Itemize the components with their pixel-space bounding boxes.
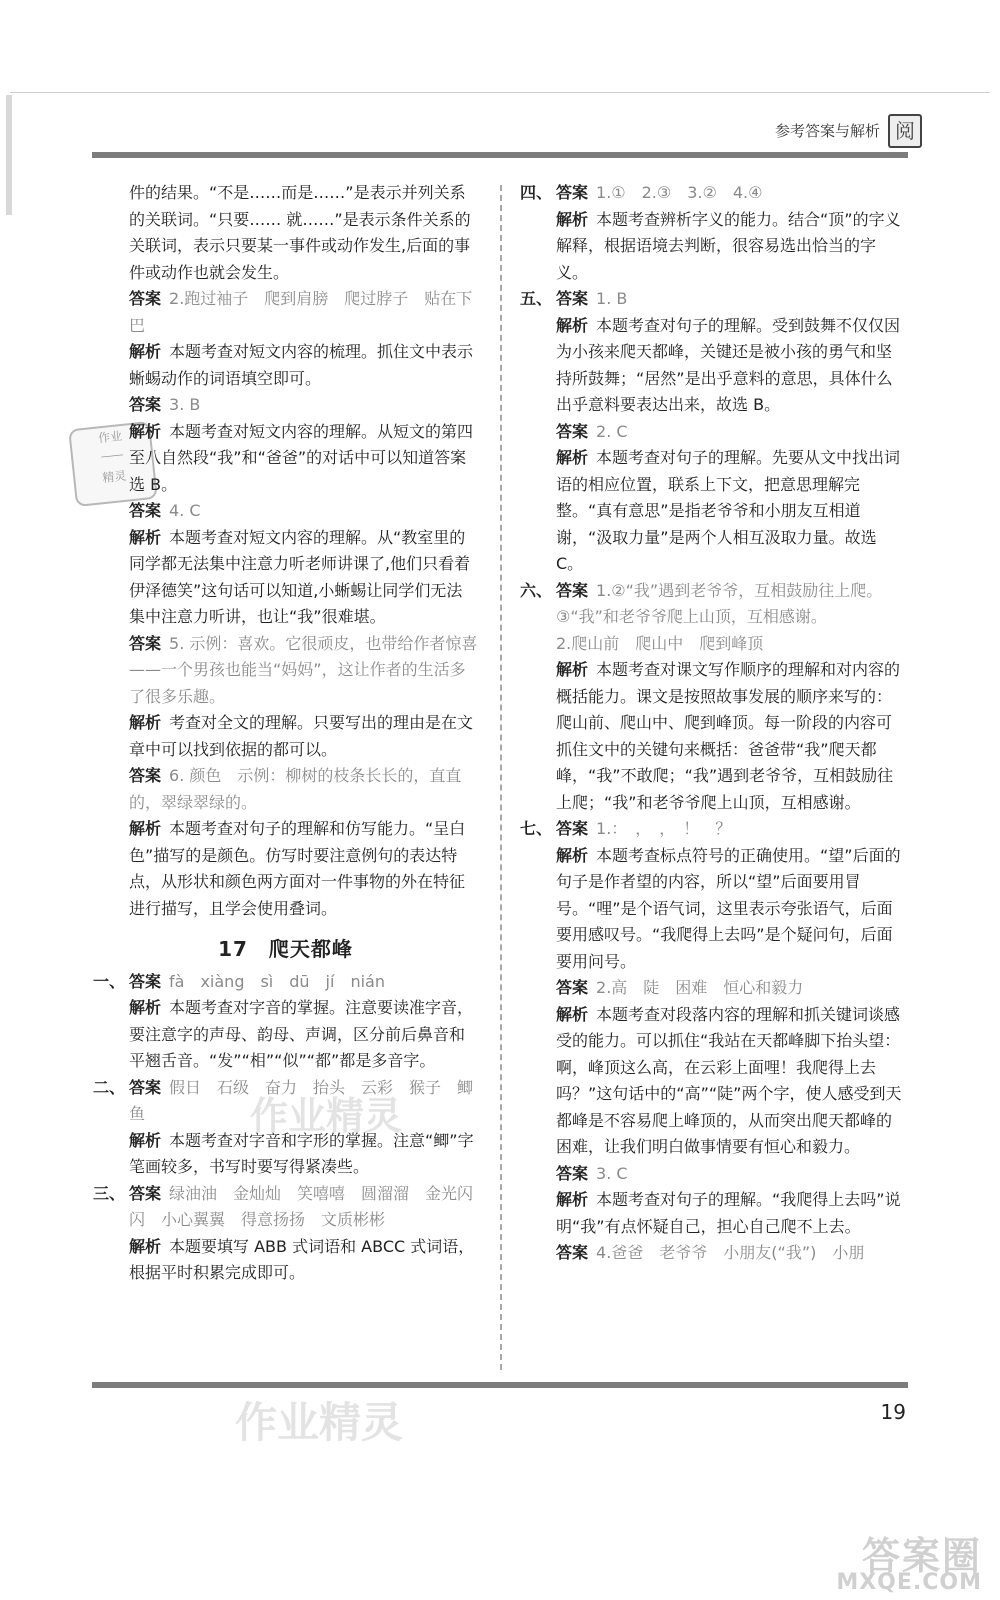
question-5-answer [520,286,905,313]
analysis-label: 解析 [129,421,162,441]
answer-line [520,419,905,446]
answer-continuation: 2.爬山前 爬山中 爬到峰顶 [556,633,764,653]
answer-text: 1.②“我”遇到老爷爷，互相鼓励往上爬。 [596,580,883,600]
question-7-answer [520,816,905,843]
analysis-text: 本题考查标点符号的正确使用。“望”后面的句子是作者望的内容，所以“望”后面要用冒号。“哩”是个语气词，这里表示夸张语气，后面要用感叹号。“我爬得上去吗”是个疑问句，后面要用问号。 [556,845,901,971]
analysis-label: 解析 [556,448,589,467]
answer-line [93,631,478,711]
answer-label: 答案 [556,1243,589,1262]
analysis-text: 考查对全文的理解。只要写出的理由是在文章中可以找到依据的都可以。 [129,713,474,759]
analysis-text: 本题考查对字音的掌握。注意要读准字音，要注意字的声母、韵母、声调，区分前后鼻音和平翘舌音。“发”“相”“似”“都”都是多音字。 [129,998,474,1070]
answer-label: 答案 [129,1183,162,1203]
answer-label: 答案 [129,395,162,414]
analysis-label: 解析 [129,998,162,1017]
analysis-label: 解析 [129,1236,162,1256]
analysis-text: 本题考查对字音和字形的掌握。注意“鲫”字笔画较多，书写时要写得紧凑些。 [129,1130,474,1176]
header-logo-icon: 阅 [888,114,922,148]
answer-line [93,763,478,816]
answer-label: 答案 [556,819,589,838]
answer-text: 1. B [596,289,628,308]
analysis-text: 本题考查对句子的理解。受到鼓舞不仅仅因为小孩来爬天都峰，关键还是被小孩的勇气和坚持所鼓舞；“居然”是出乎意料的意思，具体什么出乎意料要表达出来，故选 B。 [556,315,901,414]
brand-logo: 答案圈 [861,1534,982,1578]
analysis-line [520,1187,905,1240]
answer-label: 答案 [556,1163,589,1183]
question-number: 二、 [93,1077,126,1097]
analysis-label: 解析 [556,1004,589,1024]
answer-text: 4.爸爸 老爷爷 小朋友(“我”) 小朋 [596,1243,865,1262]
analysis-label: 解析 [556,845,589,865]
question-number: 五、 [520,289,553,308]
scan-edge-shadow [6,95,12,215]
answer-text: 4. C [169,501,201,520]
page-number: 19 [880,1400,906,1424]
analysis-line [93,816,478,922]
answer-text: 6. 颜色 示例：柳树的枝条长长的，直直的，翠绿翠绿的。 [129,766,462,812]
answer-text: 1.① 2.③ 3.② 4.④ [596,183,763,202]
answer-text: 2.跑过袖子 爬到肩膀 爬过脖子 贴在下巴 [129,289,473,335]
answer-line [520,975,905,1002]
stamp-watermark: 作业 ──── 精灵 [68,421,158,507]
analysis-text: 本题考查对段落内容的理解和抓关键词谈感受的能力。可以抓住“我站在天都峰脚下抬头望：啊，峰顶这么高，在云彩上面哩！我爬得上去吗？”这句话中的“高”“陡”两个字，使人感受到天都峰是不容易爬上峰顶的，从而突出爬天都峰的困难，让我们明白做事情要有恒心和毅力。 [556,1004,902,1156]
answer-text: 假日 石级 奋力 抬头 云彩 猴子 鲫鱼 [129,1077,474,1123]
analysis-text: 本题考查对句子的理解。先要从文中找出词语的相应位置，联系上下文，把意思理解完整。“真有意思”是指老爷爷和小朋友互相道谢，“汲取力量”是两个人相互汲取力量。故选 C。 [556,448,901,573]
analysis-label: 解析 [129,527,162,547]
answer-text: 1.： ， ， ！ ？ [596,819,732,838]
analysis-text: 本题考查对句子的理解。“我爬得上去吗”说明“我”有点怀疑自己，担心自己爬不上去。 [556,1190,901,1236]
analysis-text: 本题考查对课文写作顺序的理解和对内容的概括能力。课文是按照故事发展的顺序来写的：爬山前、爬山中、爬到峰顶。每一阶段的内容可抓住文中的关键句来概括：爸爸带“我”爬天都峰，“我”不敢爬；“我”遇到老爷爷，互相鼓励往上爬；“我”和老爷爷爬上山顶，互相感谢。 [556,660,901,812]
answer-text: 2. C [596,421,628,441]
question-number: 六、 [520,580,553,600]
answer-label: 答案 [129,766,162,785]
answer-label: 答案 [129,971,162,991]
answer-label: 答案 [556,978,589,997]
answer-label: 答案 [556,580,589,600]
question-4-analysis [520,207,905,287]
analysis-label: 解析 [556,660,589,679]
answer-label: 答案 [129,633,162,653]
answer-text: 2.高 陡 困难 恒心和毅力 [596,978,804,997]
question-4-answer [520,180,905,207]
answer-text: 3. C [596,1163,628,1183]
analysis-line [93,339,478,392]
answer-label: 答案 [129,501,162,520]
analysis-line [93,419,478,499]
question-6-analysis [520,657,905,816]
question-2-answer [93,1075,478,1128]
question-1-answer [93,969,478,996]
analysis-text: 本题考查对短文内容的理解。从“教室里的同学都无法集中注意力听老师讲课了,他们只看着伊泽德笑”这句话可以知道,小蜥蜴让同学们无法集中注意力听讲，也让“我”很难堪。 [129,527,471,626]
intro-paragraph: 件的结果。“不是……而是……”是表示并列关系的关联词。“只要…… 就……”是表示条件关系的关联词，表示只要某一事件或动作发生,后面的事件或动作也就会发生。 [129,183,471,282]
question-1-analysis [93,995,478,1075]
analysis-line [520,445,905,578]
analysis-text: 本题考查对短文内容的梳理。抓住文中表示蜥蜴动作的词语填空即可。 [129,342,474,388]
right-column [520,180,905,1267]
page-top-edge [10,92,990,93]
analysis-text: 本题考查辨析字义的能力。结合“顶”的字义解释，根据语境去判断，很容易选出恰当的字义。 [556,209,901,282]
analysis-label: 解析 [129,1130,162,1150]
analysis-label: 解析 [556,1190,589,1209]
answer-line [520,1240,905,1267]
header-rule [92,152,908,158]
question-number: 一、 [93,971,126,991]
question-number: 三、 [93,1183,126,1203]
question-7-analysis [520,843,905,976]
column-divider [500,185,502,1370]
left-column [93,180,478,1287]
analysis-line [93,710,478,763]
answer-text: 5. 示例：喜欢。它很顽皮，也带给作者惊喜——一个男孩也能当“妈妈”，这让作者的生活多了很多乐趣。 [129,633,478,706]
answer-line [520,1161,905,1188]
question-number: 七、 [520,819,553,838]
answer-label: 答案 [556,289,589,308]
question-number: 四、 [520,183,553,202]
question-6-answer [520,578,905,605]
analysis-line [93,525,478,631]
analysis-text: 本题要填写 ABB 式词语和 ABCC 式词语，根据平时积累完成即可。 [129,1236,475,1282]
analysis-label: 解析 [129,819,162,838]
analysis-label: 解析 [556,315,589,335]
answer-label: 答案 [556,183,589,202]
brand-url: MXQE.COM [836,1570,982,1595]
answer-label: 答案 [129,1077,162,1097]
answer-line [93,392,478,419]
answer-text: 绿油油 金灿灿 笑嘻嘻 圆溜溜 金光闪闪 小心翼翼 得意扬扬 文质彬彬 [129,1183,474,1229]
answer-text: 3. B [169,395,201,414]
footer-rule [92,1382,908,1388]
section-title: 17 爬天都峰 [218,937,353,961]
watermark-text: 作业精灵 [250,1093,403,1138]
answer-line [93,498,478,525]
analysis-label: 解析 [556,209,589,229]
answer-label: 答案 [129,289,162,308]
watermark-text: 作业精灵 [235,1398,404,1447]
question-3-answer [93,1181,478,1234]
answer-line [93,286,478,339]
question-5-analysis [520,313,905,419]
answer-label: 答案 [556,421,589,441]
analysis-label: 解析 [129,713,162,732]
analysis-label: 解析 [129,342,162,361]
analysis-text: 本题考查对短文内容的理解。从短文的第四至八自然段“我”和“爸爸”的对话中可以知道答案选 B。 [129,421,474,494]
question-3-analysis [93,1234,478,1287]
answer-text: fà xiàng sì dū jí nián [169,971,385,991]
analysis-line [520,1002,905,1161]
answer-continuation: ③“我”和老爷爷爬上山顶，互相感谢。 [556,607,827,626]
header-title: 参考答案与解析 [774,122,880,140]
analysis-text: 本题考查对句子的理解和仿写能力。“呈白色”描写的是颜色。仿写时要注意例句的表达特点，从形状和颜色两方面对一件事物的外在特征进行描写，且学会使用叠词。 [129,819,466,918]
question-2-analysis [93,1128,478,1181]
